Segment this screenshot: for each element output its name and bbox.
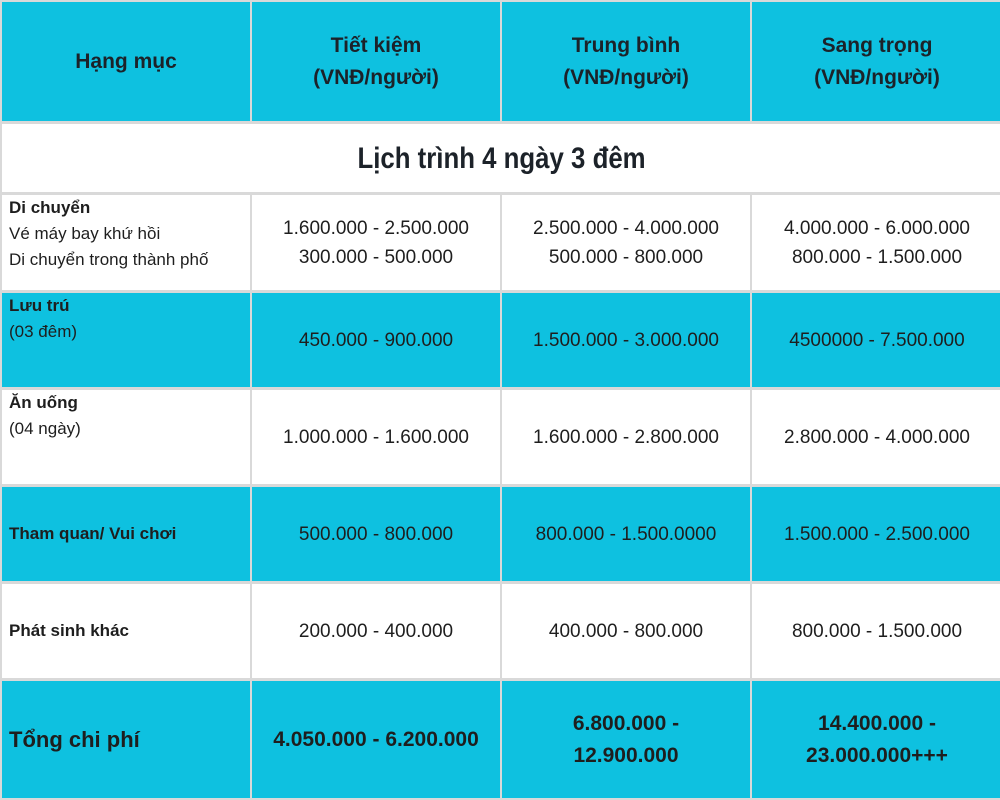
- cell-value: 200.000 - 400.000: [298, 620, 454, 642]
- row-label-line: (03 đêm): [9, 322, 78, 341]
- cell-value: 4.000.000 - 6.000.000: [784, 217, 970, 239]
- total-value: 6.800.000 -: [572, 711, 680, 735]
- cell-value: 2.500.000 - 4.000.000: [533, 217, 719, 239]
- cell-value: 500.000 - 800.000: [548, 246, 704, 268]
- row-label-title: Tham quan/ Vui chơi: [9, 524, 177, 543]
- header-column-unit: (VNĐ/người): [313, 65, 439, 89]
- total-cell: [252, 681, 500, 798]
- row-label-sightseeing: [2, 487, 250, 581]
- table-cell: [252, 195, 500, 290]
- header-column-name: Tiết kiệm: [330, 33, 422, 57]
- table-cell: [752, 487, 1000, 581]
- cell-value: 450.000 - 900.000: [298, 329, 454, 351]
- row-label-accommodation: [2, 293, 250, 387]
- row-label-transport: [2, 195, 250, 290]
- row-label-title: Tổng chi phí: [9, 726, 140, 752]
- cell-value: 1.600.000 - 2.500.000: [283, 217, 469, 239]
- table-cell: [502, 487, 750, 581]
- table-cell: [502, 390, 750, 484]
- cell-value: 800.000 - 1.500.000: [791, 620, 963, 642]
- row-label-title: Lưu trú: [9, 296, 70, 315]
- row-label-line: (04 ngày): [9, 419, 81, 438]
- table-cell: [252, 487, 500, 581]
- row-label-title: Phát sinh khác: [9, 621, 129, 640]
- table-cell: [752, 293, 1000, 387]
- total-value: 14.400.000 -: [818, 711, 936, 735]
- section-title: Lịch trình 4 ngày 3 đêm: [357, 141, 647, 175]
- table-cell: [502, 195, 750, 290]
- cell-value: 1.500.000 - 2.500.000: [784, 523, 970, 545]
- total-value: 4.050.000 - 6.200.000: [273, 727, 479, 751]
- cell-value: 2.800.000 - 4.000.000: [784, 426, 970, 448]
- total-cell: [502, 681, 750, 798]
- row-label-line: Di chuyển trong thành phố: [9, 250, 209, 269]
- cell-value: 1.500.000 - 3.000.000: [533, 329, 719, 351]
- header-column-luxury: [752, 2, 1000, 121]
- header-column-name: Trung bình: [571, 33, 681, 57]
- table-cell: [252, 390, 500, 484]
- cell-value: 300.000 - 500.000: [298, 246, 454, 268]
- header-column-economy: [252, 2, 500, 121]
- cell-value: 1.000.000 - 1.600.000: [283, 426, 469, 448]
- row-label-food: [2, 390, 250, 484]
- table-cell: [252, 584, 500, 678]
- table-cell: [502, 293, 750, 387]
- table-cell: [752, 584, 1000, 678]
- header-column-unit: (VNĐ/người): [563, 65, 689, 89]
- table-cell: [752, 390, 1000, 484]
- total-cell: [752, 681, 1000, 798]
- header-category: [2, 2, 250, 121]
- row-label-title: Di chuyển: [9, 198, 91, 217]
- table-cell: [252, 293, 500, 387]
- section-title-row: [2, 124, 1000, 192]
- table-cell: [752, 195, 1000, 290]
- total-value: 23.000.000+++: [806, 743, 948, 767]
- row-label-title: Ăn uống: [9, 393, 78, 412]
- header-column-unit: (VNĐ/người): [814, 65, 940, 89]
- cell-value: 800.000 - 1.500.000: [791, 246, 963, 268]
- table-cell: [502, 584, 750, 678]
- cell-value: 1.600.000 - 2.800.000: [533, 426, 719, 448]
- header-column-name: Sang trọng: [821, 33, 933, 57]
- row-label-other: [2, 584, 250, 678]
- cell-value: 400.000 - 800.000: [548, 620, 704, 642]
- cell-value: 4500000 - 7.500.000: [789, 329, 965, 351]
- row-label-line: Vé máy bay khứ hồi: [9, 224, 161, 243]
- cell-value: 500.000 - 800.000: [298, 523, 454, 545]
- row-label-total: [2, 681, 250, 798]
- cell-value: 800.000 - 1.500.0000: [535, 523, 717, 545]
- header-category-label: Hạng mục: [75, 49, 177, 73]
- total-value: 12.900.000: [573, 743, 679, 767]
- header-column-standard: [502, 2, 750, 121]
